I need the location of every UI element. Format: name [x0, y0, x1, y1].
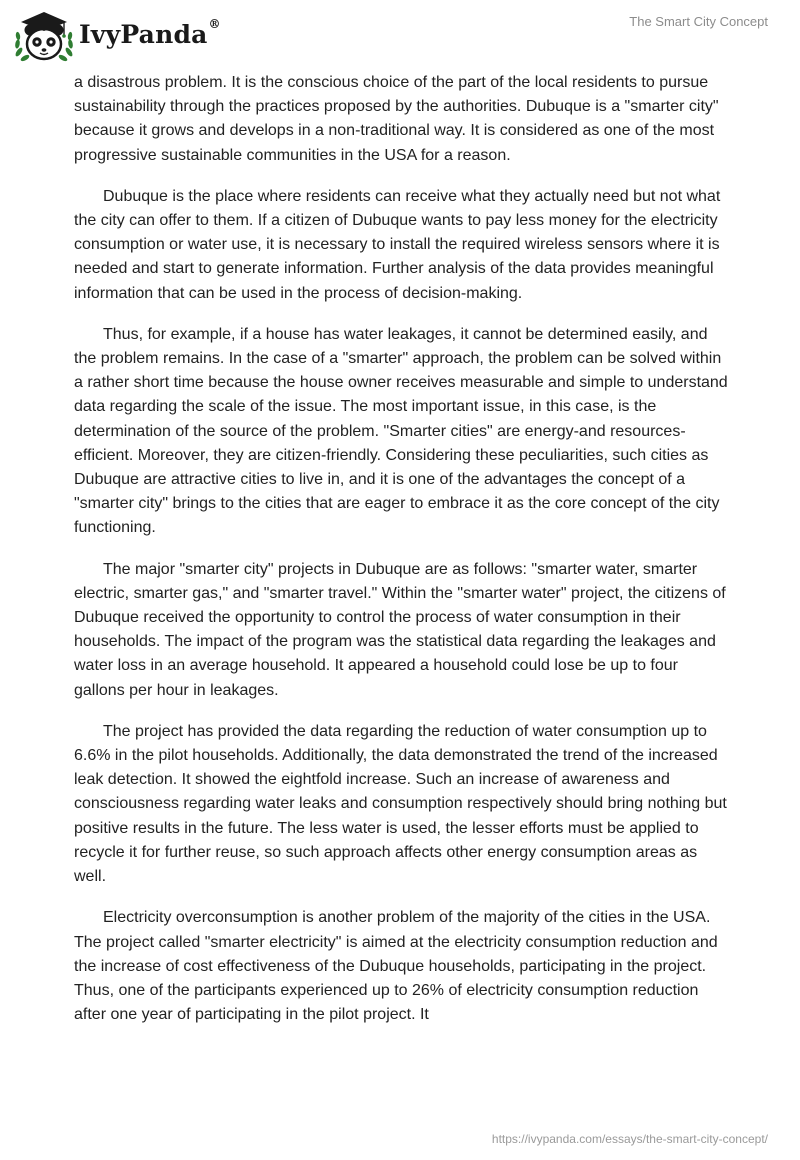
paragraph: The major "smarter city" projects in Dubuque are as follows: "smarter water, smarter electric, smarter gas," and "smarter travel." Within the "smarter water" project, the citizens of Dubuque received the opportunity to control the process of water consumption in their households. The impact of the program was the statistical data regarding the leakages and water loss in an average household. It appeared a household could lose be up to four gallons per hour in leakages.	[74, 560, 726, 699]
paragraph: Thus, for example, if a house has water leakages, it cannot be determined easily, and the problem remains. In the case of a "smarter" approach, the problem can be solved within a rather short time because the house owner receives measurable and simple to understand data regarding the scale of the issue. The most important issue, in this case, is the determination of the source of the problem. "Smarter cities" are energy-and resources-efficient. Moreover, they are citizen-friendly. Considering these peculiarities, such cities as Dubuque are attractive cities to live in, and it is one of the advantages the concept of a "smarter city" brings to the cities that are eager to embrace it as the core concept of the city functioning.	[74, 325, 728, 537]
essay-body	[74, 71, 729, 1044]
page-header	[0, 0, 800, 70]
registered-mark: ®	[208, 17, 221, 31]
brand-name[interactable]	[79, 17, 221, 49]
paragraph: Dubuque is the place where residents can receive what they actually need but not what the city can offer to them. If a citizen of Dubuque wants to pay less money for the electricity consumption or water use, it is necessary to install the required wireless sensors where it is needed and start to generate information. Further analysis of the data provides meaningful information that can be used in the process of decision-making.	[74, 187, 721, 302]
paragraph: The project has provided the data regarding the reduction of water consumption up to 6.6% in the pilot households. Additionally, the data demonstrated the trend of the increased leak detection. It showed the eightfold increase. Such an increase of awareness and consciousness regarding water leaks and consumption respectively should bring nothing but positive results in the future. The less water is used, the lesser efforts must be applied to recycle it for further reuse, so such approach affects other energy consumption areas as well.	[74, 722, 727, 886]
paragraph: a disastrous problem. It is the conscious choice of the part of the local residents to pursue sustainability through the practices proposed by the authorities. Dubuque is a "smarter city" because it grows and develops in a non-traditional way. It is considered as one of the most progressive sustainable communities in the USA for a reason.	[74, 74, 719, 164]
document-title: The Smart City Concept	[629, 14, 768, 29]
panda-graduate-logo-icon[interactable]	[13, 8, 75, 66]
brand-name-text: IvyPanda	[79, 20, 208, 49]
source-url-link[interactable]: https://ivypanda.com/essays/the-smart-city-concept/	[491, 1132, 768, 1146]
paragraph: Electricity overconsumption is another problem of the majority of the cities in the USA. The project called "smarter electricity" is aimed at the electricity consumption reduction and the increase of cost effectiveness of the Dubuque households, participating in the project. Thus, one of the participants experienced up to 26% of electricity consumption reduction after one year of participating in the pilot project. It	[74, 909, 718, 1024]
